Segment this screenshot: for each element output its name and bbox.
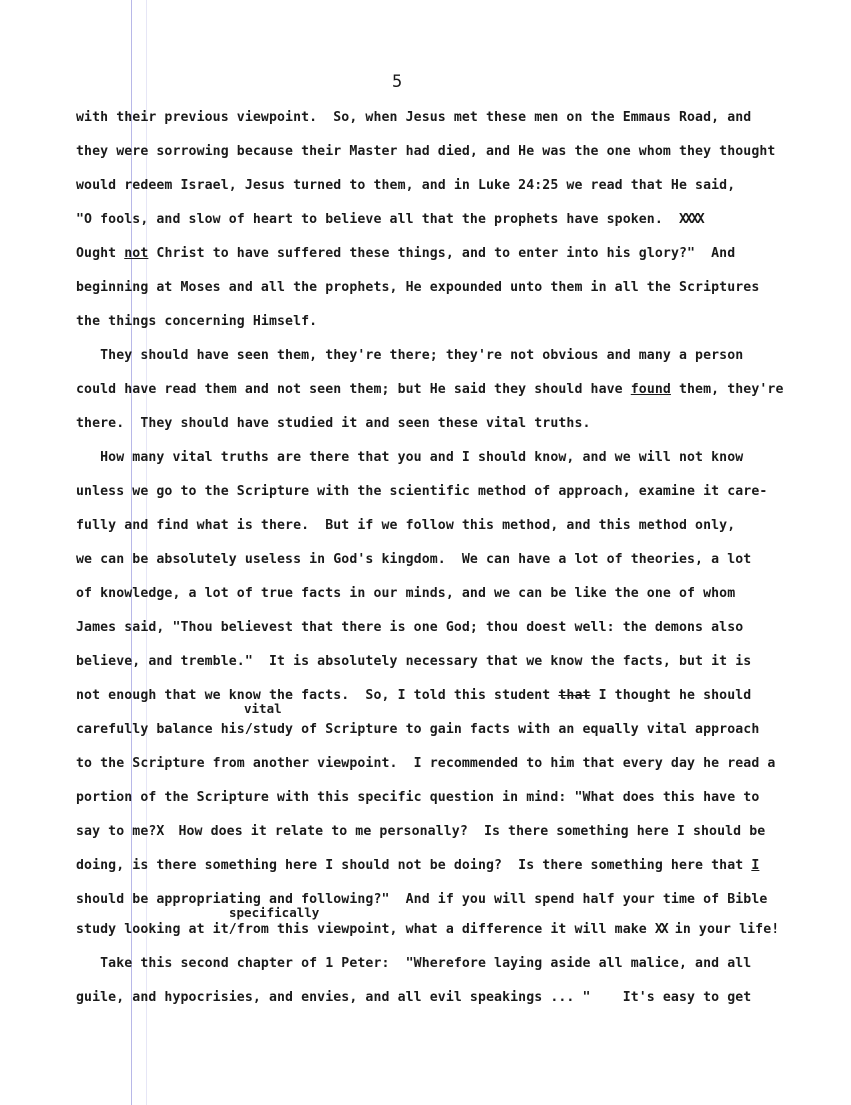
text-line: to the Scripture from another viewpoint. I recommended to him that every day he read a xyxy=(76,756,776,771)
text-line xyxy=(76,382,836,397)
text-segment: in your life! xyxy=(666,922,780,937)
text-line xyxy=(76,246,836,261)
text-line xyxy=(76,212,836,227)
text-segment: I thought he should xyxy=(590,688,752,703)
page-number: 5 xyxy=(392,72,403,92)
text-line: carefully balance his/study of Scripture to gain facts with an equally vital approach xyxy=(76,722,760,737)
text-segment: doing, is there something here I should not be doing? Is there something here that xyxy=(76,858,752,873)
text-segment: Ought xyxy=(76,246,125,261)
text-line: fully and find what is there. But if we follow this method, and this method only, xyxy=(76,518,736,533)
text-line: James said, "Thou believest that there is one God; thou doest well: the demons also xyxy=(76,620,744,635)
text-line: with their previous viewpoint. So, when Jesus met these men on the Emmaus Road, and xyxy=(76,110,752,125)
text-segment: "O fools, and slow of heart to believe all that the prophets have spoken. xyxy=(76,212,679,227)
underlined-word: I xyxy=(751,858,760,873)
text-segment: could have read them and not seen them; but He said they should have xyxy=(76,382,631,397)
text-line: believe, and tremble." It is absolutely necessary that we know the facts, but it is xyxy=(76,654,752,669)
text-line: they were sorrowing because their Master had died, and He was the one whom they thought xyxy=(76,144,776,159)
text-line xyxy=(76,824,836,839)
text-line: unless we go to the Scripture with the scientific method of approach, examine it care- xyxy=(76,484,768,499)
overstrike-mark: XXXX xyxy=(678,212,703,227)
overstrike-mark: XX xyxy=(654,922,667,937)
text-line: They should have seen them, they're there; they're not obvious and many a person xyxy=(76,348,744,363)
text-line: there. They should have studied it and seen these vital truths. xyxy=(76,416,591,431)
overstrike-mark: X xyxy=(156,824,163,839)
underlined-word: found xyxy=(630,382,671,397)
interlinear-insert: vital xyxy=(244,701,282,716)
text-line: Take this second chapter of 1 Peter: "Wherefore laying aside all malice, and all xyxy=(76,956,752,971)
text-segment: How does it relate to me personally? Is there something here I should be xyxy=(162,824,766,839)
text-line: beginning at Moses and all the prophets, He expounded unto them in all the Scriptures xyxy=(76,280,760,295)
text-line: we can be absolutely useless in God's kingdom. We can have a lot of theories, a lot xyxy=(76,552,752,567)
text-line: of knowledge, a lot of true facts in our minds, and we can be like the one of whom xyxy=(76,586,736,601)
text-line: portion of the Scripture with this specific question in mind: "What does this have to xyxy=(76,790,760,805)
interlinear-insert: specifically xyxy=(229,905,320,920)
text-line: should be appropriating and following?" And if you will spend half your time of Bible xyxy=(76,892,768,907)
text-segment: say to me? xyxy=(76,824,157,839)
struck-word: that xyxy=(558,688,591,703)
text-line: guile, and hypocrisies, and envies, and all evil speakings ... " It's easy to get xyxy=(76,990,752,1005)
text-line: would redeem Israel, Jesus turned to them, and in Luke 24:25 we read that He said, xyxy=(76,178,736,193)
text-line xyxy=(76,688,836,703)
text-segment: not enough that we know the facts. So, I told this student xyxy=(76,688,559,703)
text-segment: them, they're xyxy=(670,382,784,397)
text-segment: Christ to have suffered these things, and to enter into his glory?" And xyxy=(148,246,736,261)
underlined-word: not xyxy=(124,246,149,261)
text-segment: study looking at it/from this viewpoint, what a difference it will make xyxy=(76,922,655,937)
text-line: the things concerning Himself. xyxy=(76,314,318,329)
text-line xyxy=(76,922,836,937)
text-line: How many vital truths are there that you and I should know, and we will not know xyxy=(76,450,744,465)
text-line xyxy=(76,858,836,873)
